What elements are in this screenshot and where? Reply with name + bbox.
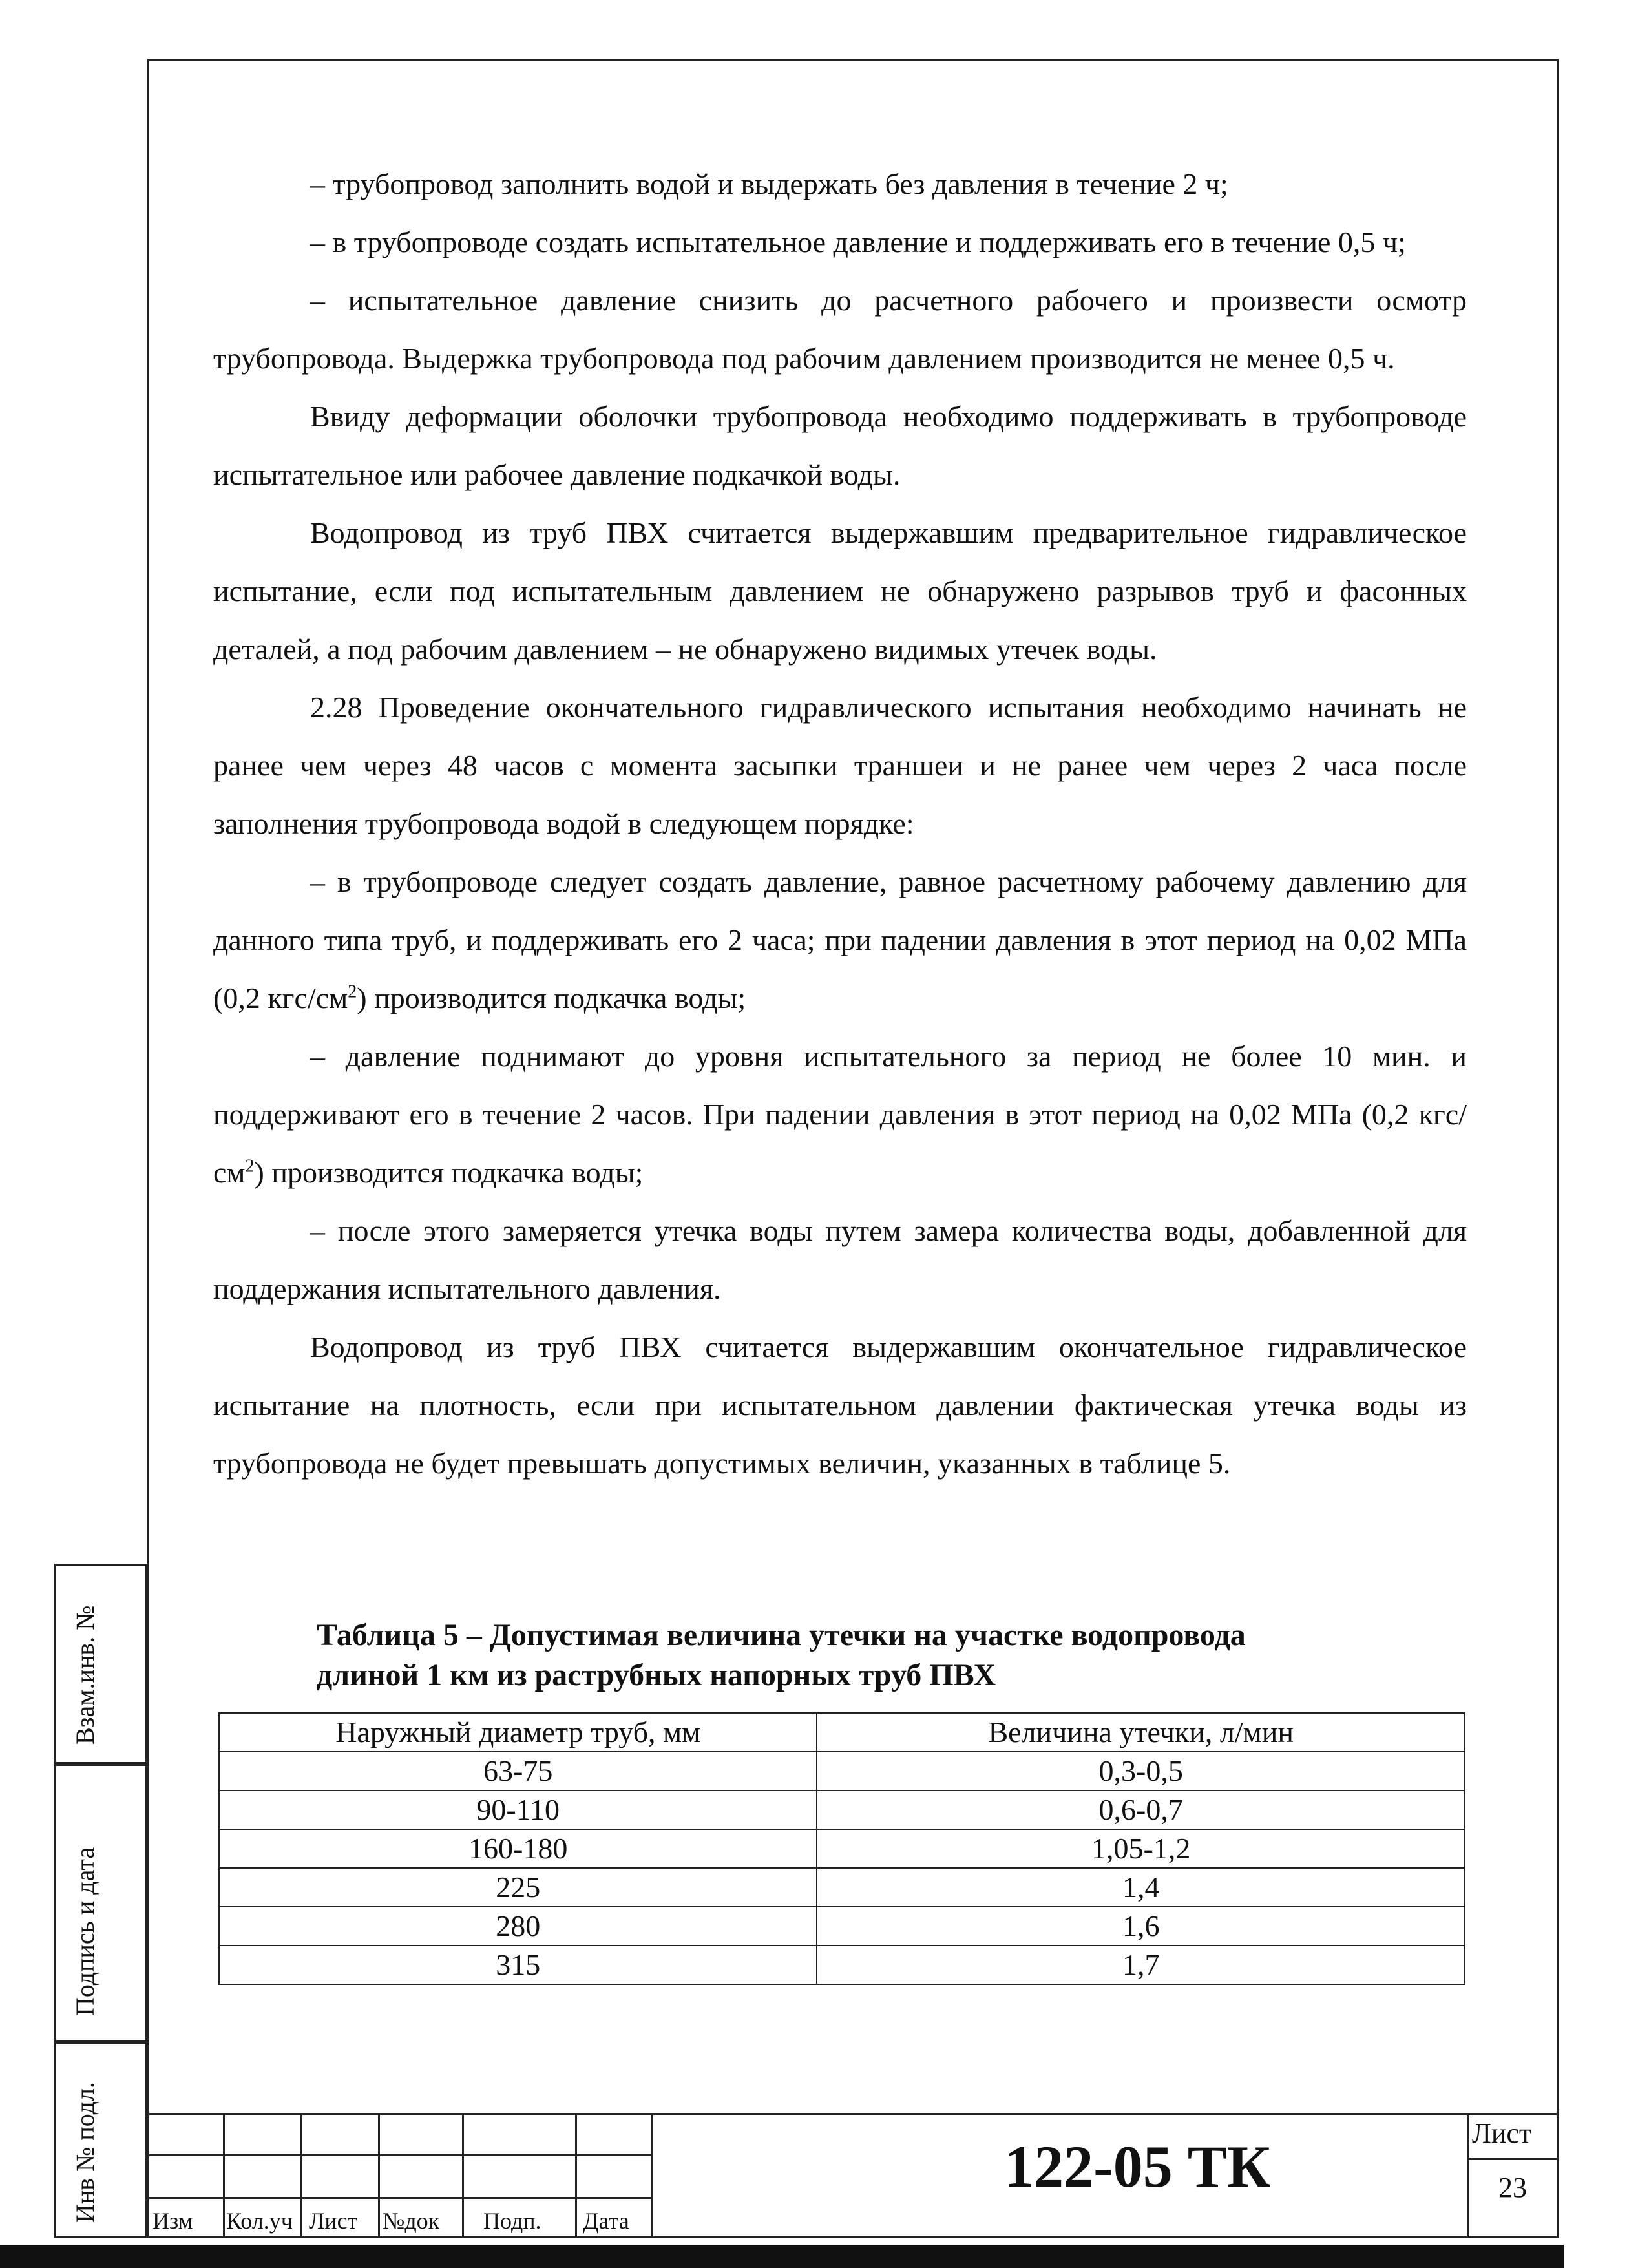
table-header-row bbox=[219, 1713, 1465, 1752]
stamp-col-divider bbox=[575, 2113, 577, 2238]
text-span: ) производится подкачка воды; bbox=[357, 982, 746, 1014]
paragraph: Водопровод из труб ПВХ считается выдержавшим окончательное гидравлическое испытание на плотность, если при испытательном давлении фактическая утечка воды из трубопровода не будет превышать допустимых величин, указанных в таблице 5. bbox=[213, 1330, 1467, 1480]
table-cell: 90-110 bbox=[219, 1790, 817, 1829]
bottom-scan-bar bbox=[0, 2245, 1564, 2268]
side-label-original: Инв № подл. bbox=[70, 2082, 100, 2223]
document-code: 122-05 ТК bbox=[1004, 2134, 1270, 2200]
sheet-label: Лист bbox=[1472, 2117, 1532, 2149]
stamp-col-divider bbox=[378, 2113, 380, 2238]
sheet-number: 23 bbox=[1498, 2172, 1527, 2203]
side-box-replacement bbox=[54, 1564, 147, 1764]
stamp-col-label: Дата bbox=[583, 2208, 629, 2234]
stamp-col-divider bbox=[223, 2113, 225, 2238]
stamp-col-label: Лист bbox=[309, 2208, 358, 2234]
body-text bbox=[213, 155, 1467, 1493]
text-span: – в трубопроводе следует создать давление, равное расчетному рабочему давлению для данного типа труб, и поддерживать его 2 часа; при падении давления в этот период на 0,02 МПа (0,2 кгс/см bbox=[213, 865, 1467, 1014]
table-row bbox=[219, 1752, 1465, 1790]
paragraph: Ввиду деформации оболочки трубопровода необходимо поддерживать в трубопроводе испытательное или рабочее давление подкачкой воды. bbox=[213, 400, 1467, 491]
stamp-col-divider bbox=[300, 2113, 302, 2238]
paragraph: – после этого замеряется утечка воды путем замера количества воды, добавленной для поддержания испытательного давления. bbox=[213, 1214, 1467, 1305]
paragraph bbox=[213, 1027, 1467, 1202]
table-cell: 63-75 bbox=[219, 1752, 817, 1790]
table-caption-line: Таблица 5 – Допустимая величина утечки на участке водопровода bbox=[317, 1618, 1246, 1652]
table-cell: 225 bbox=[219, 1868, 817, 1907]
table-cell: 1,05-1,2 bbox=[817, 1829, 1465, 1868]
table-row bbox=[219, 1829, 1465, 1868]
table-row bbox=[219, 1907, 1465, 1946]
superscript: 2 bbox=[348, 982, 357, 1002]
stamp-col-divider bbox=[651, 2113, 653, 2238]
text-span: ) производится подкачка воды; bbox=[254, 1156, 644, 1189]
table-row bbox=[219, 1946, 1465, 1984]
table-caption-line: длиной 1 км из раструбных напорных труб ПВХ bbox=[317, 1658, 996, 1692]
superscript: 2 bbox=[245, 1156, 255, 1177]
paragraph: 2.28 Проведение окончательного гидравлического испытания необходимо начинать не ранее чем через 48 часов с момента засыпки траншеи и не ранее чем через 2 часа после заполнения трубопровода водой в следующем порядке: bbox=[213, 691, 1467, 840]
stamp-col-label: Кол.уч bbox=[226, 2208, 293, 2234]
table-cell: 1,4 bbox=[817, 1868, 1465, 1907]
table-cell: 0,6-0,7 bbox=[817, 1790, 1465, 1829]
side-label-replacement: Взам.инв. № bbox=[70, 1605, 100, 1745]
table-cell: 280 bbox=[219, 1907, 817, 1946]
stamp-col-divider bbox=[462, 2113, 464, 2238]
paragraph: – испытательное давление снизить до расчетного рабочего и произвести осмотр трубопровода. Выдержка трубопровода под рабочим давлением производится не менее 0,5 ч. bbox=[213, 284, 1467, 375]
table-caption bbox=[317, 1615, 1480, 1696]
column-header: Величина утечки, л/мин bbox=[817, 1713, 1465, 1752]
stamp-col-label: №док bbox=[383, 2208, 440, 2234]
paragraph: Водопровод из труб ПВХ считается выдержавшим предварительное гидравлическое испытание, если под испытательным давлением не обнаружено разрывов труб и фасонных деталей, а под рабочим давлением – не обнаружено видимых утечек воды. bbox=[213, 516, 1467, 666]
table-cell: 160-180 bbox=[219, 1829, 817, 1868]
table-row bbox=[219, 1790, 1465, 1829]
side-label-signature: Подпись и дата bbox=[70, 1847, 100, 2016]
table-cell: 1,6 bbox=[817, 1907, 1465, 1946]
paragraph: – в трубопроводе создать испытательное давление и поддерживать его в течение 0,5 ч; bbox=[310, 226, 1406, 258]
side-box-original bbox=[54, 2042, 147, 2238]
table-cell: 315 bbox=[219, 1946, 817, 1984]
leak-table bbox=[218, 1712, 1465, 1985]
text-span: – давление поднимают до уровня испытательного за период не более 10 мин. и поддерживают его в течение 2 часов. При падении давления в этот период на 0,02 МПа (0,2 кгс/см bbox=[213, 1040, 1467, 1189]
paragraph: – трубопровод заполнить водой и выдержать без давления в течение 2 ч; bbox=[310, 167, 1228, 200]
stamp-top-line bbox=[147, 2113, 1559, 2115]
stamp-col-label: Подп. bbox=[483, 2208, 541, 2234]
side-box-signature bbox=[54, 1764, 147, 2042]
table-row bbox=[219, 1868, 1465, 1907]
table-cell: 0,3-0,5 bbox=[817, 1752, 1465, 1790]
table-cell: 1,7 bbox=[817, 1946, 1465, 1984]
column-header: Наружный диаметр труб, мм bbox=[219, 1713, 817, 1752]
stamp-col-label: Изм bbox=[152, 2208, 193, 2234]
paragraph bbox=[213, 853, 1467, 1027]
